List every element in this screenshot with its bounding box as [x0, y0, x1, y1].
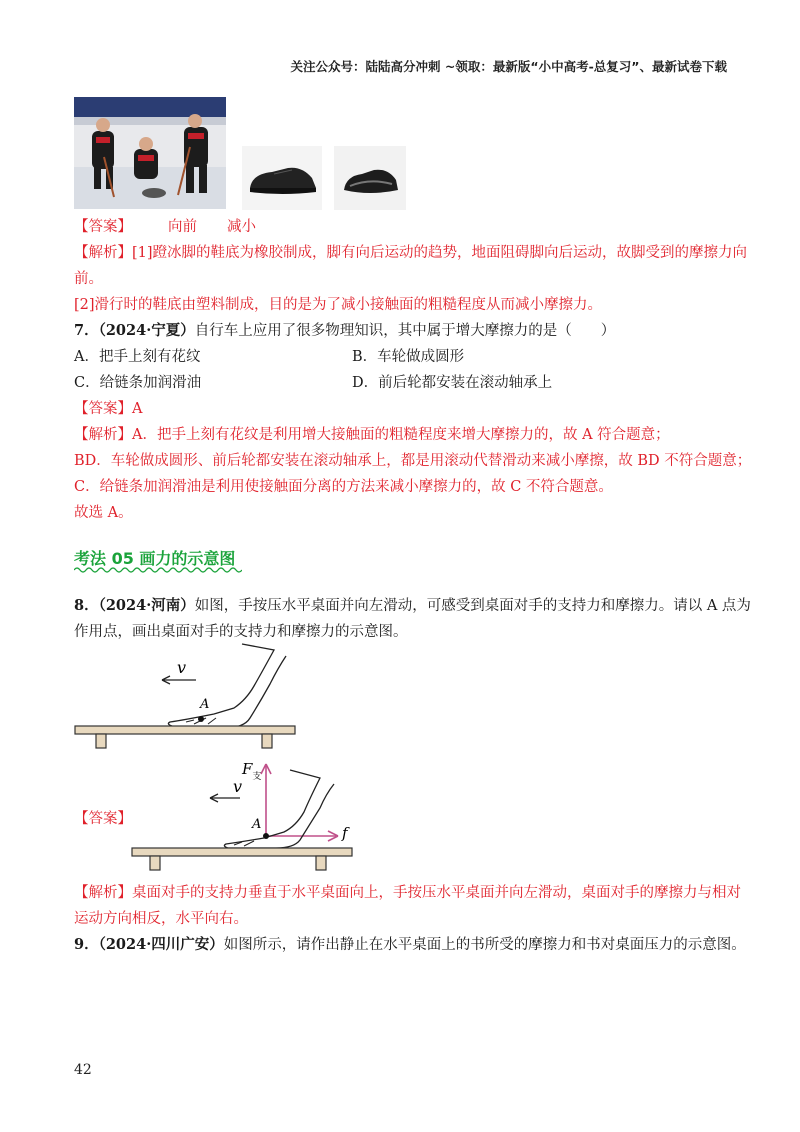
q8-analysis-text-1: 桌面对手的支持力垂直于水平桌面向上，手按压水平桌面并向左滑动，桌面对手的摩擦力与相对 [132, 885, 741, 901]
q7-stem [74, 321, 615, 341]
q7-analysis-line-4: 故选 A。 [74, 505, 133, 521]
shoe-side-photo [242, 146, 322, 210]
q7-stem-text: 自行车上应用了很多物理知识，其中属于增大摩擦力的是（ ） [194, 323, 616, 339]
q7-option-d: D．前后轮都安装在滚动轴承上 [352, 375, 553, 391]
q9-source: （2024·四川广安） [98, 936, 224, 953]
page-header: 关注公众号：陆陆高分冲刺 ~领取：最新版“小中高考-总复习”、最新试卷下载 [290, 59, 727, 74]
q6-analysis-line-1 [74, 243, 747, 263]
section-title: 考法 05 画力的示意图 [74, 549, 236, 568]
q8-question-figure [74, 642, 304, 752]
q6-answer-tag: 【答案】 [74, 219, 132, 235]
q9-number: 9． [74, 936, 99, 953]
q8-answer-figure [130, 756, 360, 876]
q7-analysis-tag: 【解析】 [74, 427, 132, 443]
q6-answer-line [74, 217, 256, 237]
q8-fig-support-label: $F_支$ [242, 760, 262, 782]
q8-fig-v-label: v [177, 658, 187, 677]
q7-analysis-line-1 [74, 425, 670, 445]
q8-fig-friction-label: f [342, 824, 348, 842]
q8-fig-a-label: A [200, 697, 210, 712]
q9-stem-text: 如图所示，请作出静止在水平桌面上的书所受的摩擦力和书对桌面压力的示意图。 [223, 937, 746, 953]
q6-analysis-line-3: [2]滑行时的鞋底由塑料制成，目的是为了减小接触面的粗糙程度从而减小摩擦力。 [74, 297, 603, 313]
q7-answer: A [132, 401, 143, 417]
q8-source: （2024·河南） [98, 597, 195, 614]
q9-stem [74, 935, 746, 955]
q8-answer-tag: 【答案】 [74, 811, 132, 827]
q8-analysis-tag: 【解析】 [74, 885, 132, 901]
q8-analysis-line-2: 运动方向相反，水平向右。 [74, 911, 248, 927]
q7-analysis-line-2: BD．车轮做成圆形、前后轮都安装在滚动轴承上，都是用滚动代替滑动来减小摩擦，故 BD 不符合题意； [74, 453, 752, 469]
section-title-underline [74, 566, 242, 574]
shoe-sole-photo [334, 146, 406, 210]
q7-option-a: A．把手上刻有花纹 [74, 349, 201, 365]
q8-number: 8． [74, 597, 99, 614]
q6-analysis-tag: 【解析】 [74, 245, 132, 261]
q6-analysis-line-2: 前。 [74, 271, 103, 287]
q7-answer-line [74, 399, 142, 419]
q7-option-c: C．给链条加润滑油 [74, 375, 202, 391]
q7-analysis-line-3: C．给链条加润滑油是利用使接触面分离的方法来减小摩擦力的，故 C 不符合题意。 [74, 479, 613, 495]
q8-fig-v-label-answer: v [233, 777, 243, 796]
q6-analysis-text-1: [1]蹬冰脚的鞋底为橡胶制成，脚有向后运动的趋势，地面阻碍脚向后运动，故脚受到的摩擦力向 [132, 245, 748, 261]
q7-option-b: B．车轮做成圆形 [352, 349, 465, 365]
q6-answer-1: 向前 [168, 219, 197, 235]
q8-stem-line-1 [74, 596, 751, 616]
q8-analysis-line-1 [74, 883, 741, 903]
curling-photo [74, 97, 226, 209]
q7-number: 7． [74, 322, 99, 339]
q8-stem-text-1: 如图，手按压水平桌面并向左滑动，可感受到桌面对手的支持力和摩擦力。请以 A 点为 [194, 598, 751, 614]
q8-fig-a-label-answer: A [252, 817, 262, 832]
page-number: 42 [74, 1062, 92, 1078]
q7-answer-tag: 【答案】 [74, 401, 132, 417]
q8-stem-line-2: 作用点，画出桌面对手的支持力和摩擦力的示意图。 [74, 624, 408, 640]
q6-answer-2: 减小 [227, 219, 256, 235]
q7-source: （2024·宁夏） [98, 322, 195, 339]
q7-analysis-text-1: A．把手上刻有花纹是利用增大接触面的粗糙程度来增大摩擦力的，故 A 符合题意； [132, 427, 670, 443]
